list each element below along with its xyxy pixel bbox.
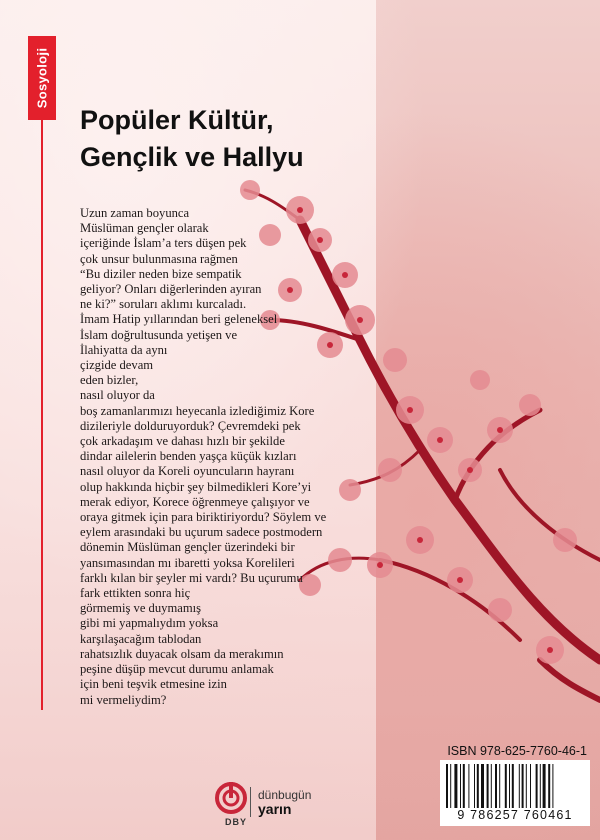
imprint-bottom: yarın xyxy=(258,801,292,817)
barcode-bar xyxy=(530,764,531,808)
publisher-divider xyxy=(250,787,251,817)
blurb-line: çok unsur bulunmasına rağmen xyxy=(80,251,238,266)
barcode xyxy=(440,760,590,826)
blurb-line: eylem arasındaki bu uçurum sadece postmodern xyxy=(80,525,323,540)
blurb-line: nasıl oluyor da xyxy=(80,388,155,403)
blurb-line: dizileriyle dolduruyorduk? Çevremdeki pek xyxy=(80,418,301,433)
publisher-imprint xyxy=(258,788,311,816)
blurb-line: peşine düşüp mevcut durumu anlamak xyxy=(80,662,274,677)
barcode-bar xyxy=(499,764,500,808)
blurb-line: Müslüman gençler olarak xyxy=(80,221,209,236)
barcode-bar xyxy=(512,764,514,808)
barcode-bar xyxy=(446,764,448,808)
barcode-bar xyxy=(543,764,546,808)
category-label: Sosyoloji xyxy=(34,47,50,109)
blurb-line: yansımasından mı ibaretti yoksa Korelileri xyxy=(80,555,295,570)
barcode-bar xyxy=(548,764,550,808)
publisher-logo-icon xyxy=(215,782,247,814)
title-line: Popüler Kültür, xyxy=(80,105,274,135)
blurb-line: dönemin Müslüman gençler üzerindeki bir xyxy=(80,540,295,555)
barcode-bar xyxy=(468,764,469,808)
blurb-line: İmam Hatip yıllarından beri geleneksel xyxy=(80,312,278,327)
blurb-line: karşılaşacağım tablodan xyxy=(80,631,202,646)
side-rule xyxy=(41,120,43,710)
blurb-line: merak ediyor, Korece öğrenmeye çalışıyor ve xyxy=(80,494,310,509)
back-cover-blurb xyxy=(80,206,380,708)
barcode-bar xyxy=(505,764,507,808)
blurb-line: dindar ailelerin benden yaşça küçük kızları xyxy=(80,449,297,464)
barcode-bar xyxy=(495,764,497,808)
barcode-digits: 9 786257 760461 xyxy=(457,808,573,822)
blurb-line: Uzun zaman boyunca xyxy=(80,206,190,220)
barcode-bar xyxy=(474,764,475,808)
barcode-bar xyxy=(522,764,524,808)
publisher-logo-text: DBY xyxy=(225,817,248,827)
barcode-bar xyxy=(519,764,520,808)
barcode-bar xyxy=(463,764,465,808)
blurb-line: oraya gitmek için para biriktiriyordu? Söylem ve xyxy=(80,510,327,525)
barcode-bar xyxy=(526,764,527,808)
barcode-bar xyxy=(477,764,479,808)
blurb-line: için beni teşvik etmesine izin xyxy=(80,677,227,692)
barcode-bars xyxy=(446,764,584,808)
blurb-line: İlahiyatta da aynı xyxy=(80,342,168,357)
barcode-bar xyxy=(491,764,492,808)
blurb-line: “Bu diziler neden bize sempatik xyxy=(80,266,242,281)
blurb-line: farklı kılan bir şeyler mi vardı? Bu uçurumu xyxy=(80,570,303,585)
barcode-bar xyxy=(450,764,451,808)
blurb-line: geliyor? Onları diğerlerinden ayıran xyxy=(80,282,262,297)
barcode-bar xyxy=(540,764,541,808)
blurb-line: ne ki?” soruları aklımı kurcaladı. xyxy=(80,297,247,312)
blurb-line: İslam doğrultusunda yetişen ve xyxy=(80,327,238,342)
blurb-line: gibi mi yapmalıydım yoksa xyxy=(80,616,219,631)
blurb-line: çok arkadaşım ve dahası hızlı bir şekilde xyxy=(80,434,285,449)
barcode-bar xyxy=(454,764,457,808)
book-title xyxy=(80,102,304,176)
blurb-line: olup hakkında hiçbir şey bilmedikleri Kore’yi xyxy=(80,479,312,494)
barcode-bar xyxy=(481,764,484,808)
title-line: Gençlik ve Hallyu xyxy=(80,142,304,172)
blurb-line: rahatsızlık duyacak olsam da merakımın xyxy=(80,646,284,661)
imprint-top: dünbugün xyxy=(258,788,312,802)
barcode-bar xyxy=(552,764,553,808)
blurb-line: çizgide devam xyxy=(80,358,154,373)
barcode-bar xyxy=(536,764,538,808)
blurb-line: fark ettikten sonra hiç xyxy=(80,586,191,601)
blurb-line: eden bizler, xyxy=(80,373,139,388)
barcode-bar xyxy=(460,764,461,808)
barcode-bar xyxy=(509,764,510,808)
blurb-line: görmemiş ve duymamış xyxy=(80,601,202,616)
blurb-line: mi vermeliydim? xyxy=(80,692,167,707)
blurb-line: boş zamanlarımızı heyecanla izlediğimiz Kore xyxy=(80,403,315,418)
blurb-line: içeriğinde İslam’a ters düşen pek xyxy=(80,236,247,251)
barcode-bar xyxy=(487,764,489,808)
blurb-line: nasıl oluyor da Koreli oyuncuların hayranı xyxy=(80,464,295,479)
isbn-number: ISBN 978-625-7760-46-1 xyxy=(447,744,587,758)
